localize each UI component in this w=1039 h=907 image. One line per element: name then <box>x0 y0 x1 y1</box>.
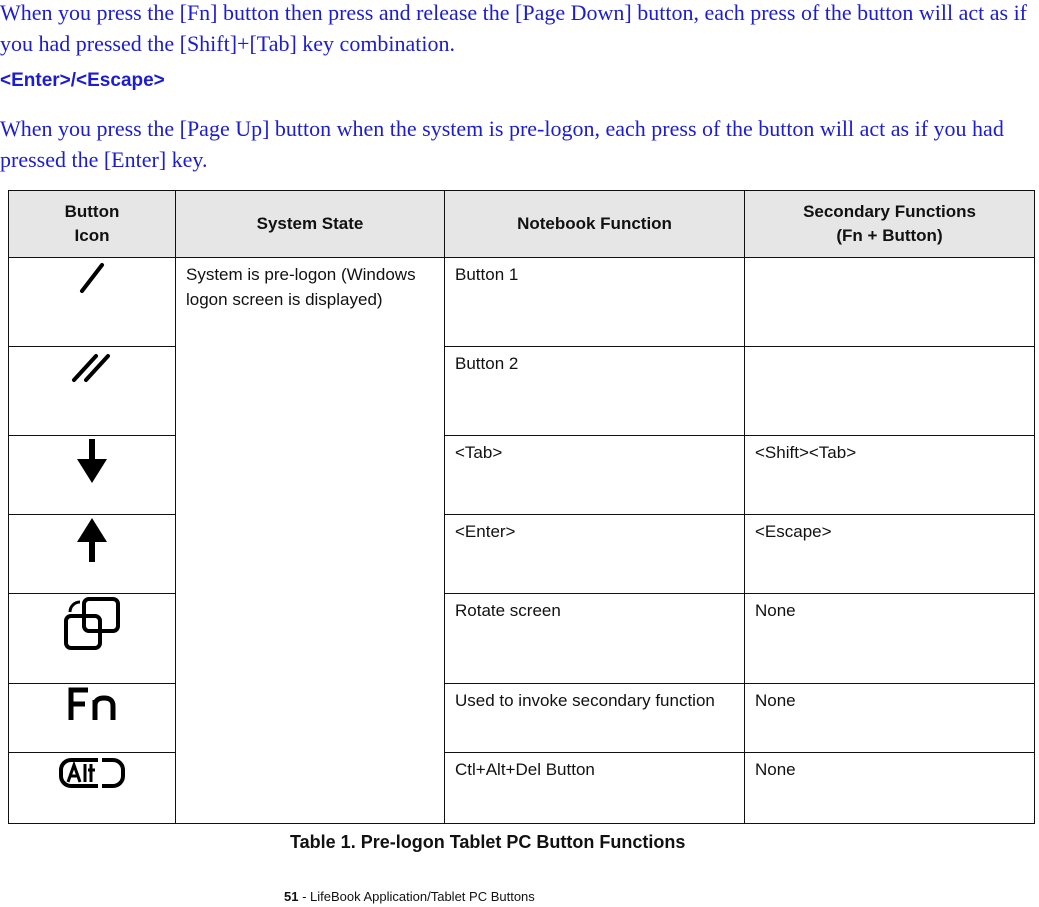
page-footer <box>284 889 535 904</box>
icon-cell <box>9 347 176 436</box>
function-cell <box>445 436 745 515</box>
icon-cell <box>9 594 176 684</box>
enter-escape-paragraph: When you press the [Page Up] button when the system is pre-logon, each press of the button will act as if you had pressed the [Enter] key. <box>0 116 1004 172</box>
alt-icon <box>56 753 128 793</box>
function-cell <box>445 684 745 753</box>
table-row <box>9 347 1035 436</box>
icon-cell <box>9 753 176 824</box>
intro-paragraph: When you press the [Fn] button then press and release the [Page Down] button, each press of the button will act as if you had pressed the [Shift]+[Tab] key combination. <box>0 0 1028 56</box>
table-caption: Table 1. Pre-logon Tablet PC Button Functions <box>290 832 686 852</box>
icon-cell <box>9 436 176 515</box>
header-icon-line1: Button <box>64 202 120 221</box>
page-number: 51 <box>284 889 299 904</box>
button-functions-table <box>8 190 1035 824</box>
function-text: Button 1 <box>455 265 519 284</box>
system-state-cell <box>176 258 445 824</box>
function-text: Ctl+Alt+Del Button <box>455 760 595 779</box>
function-cell <box>445 347 745 436</box>
secondary-cell <box>745 753 1035 824</box>
function-text: Button 2 <box>455 354 519 373</box>
button-1-icon <box>72 258 112 298</box>
fn-icon <box>64 684 120 724</box>
secondary-cell <box>745 258 1035 347</box>
header-icon-line2: Icon <box>74 226 110 245</box>
table-row <box>9 515 1035 594</box>
rotate-screen-icon <box>62 594 122 654</box>
function-text: <Tab> <box>455 443 503 462</box>
secondary-text: <Escape> <box>755 522 832 541</box>
icon-cell <box>9 515 176 594</box>
table-row <box>9 436 1035 515</box>
table-row <box>9 753 1035 824</box>
table-header-row <box>9 191 1035 258</box>
header-secondary-line1: Secondary Functions <box>803 202 976 221</box>
table-row <box>9 684 1035 753</box>
button-2-icon <box>67 347 117 387</box>
icon-cell <box>9 258 176 347</box>
function-cell <box>445 753 745 824</box>
secondary-text <box>745 347 1034 351</box>
header-secondary-line2: (Fn + Button) <box>836 226 943 245</box>
header-button-icon <box>9 191 176 258</box>
system-state-text: System is pre-logon (Windows logon screen is displayed) <box>186 265 416 309</box>
secondary-cell <box>745 515 1035 594</box>
secondary-text: None <box>755 760 796 779</box>
icon-cell <box>9 684 176 753</box>
secondary-text: <Shift><Tab> <box>755 443 857 462</box>
secondary-cell <box>745 594 1035 684</box>
function-text: Rotate screen <box>455 601 561 620</box>
secondary-text <box>745 258 1034 262</box>
header-secondary-functions <box>745 191 1035 258</box>
arrow-up-icon <box>72 515 112 565</box>
function-text: <Enter> <box>455 522 516 541</box>
section-heading: <Enter>/<Escape> <box>0 70 165 91</box>
function-text: Used to invoke secondary function <box>455 691 715 710</box>
secondary-cell <box>745 684 1035 753</box>
arrow-down-icon <box>72 436 112 486</box>
table-row <box>9 594 1035 684</box>
footer-text: - LifeBook Application/Tablet PC Buttons <box>298 889 535 904</box>
header-notebook-function: Notebook Function <box>445 191 745 258</box>
secondary-cell <box>745 347 1035 436</box>
header-system-state: System State <box>176 191 445 258</box>
table-row <box>9 258 1035 347</box>
secondary-text: None <box>755 691 796 710</box>
function-cell <box>445 594 745 684</box>
secondary-text: None <box>755 601 796 620</box>
secondary-cell <box>745 436 1035 515</box>
function-cell <box>445 258 745 347</box>
function-cell <box>445 515 745 594</box>
